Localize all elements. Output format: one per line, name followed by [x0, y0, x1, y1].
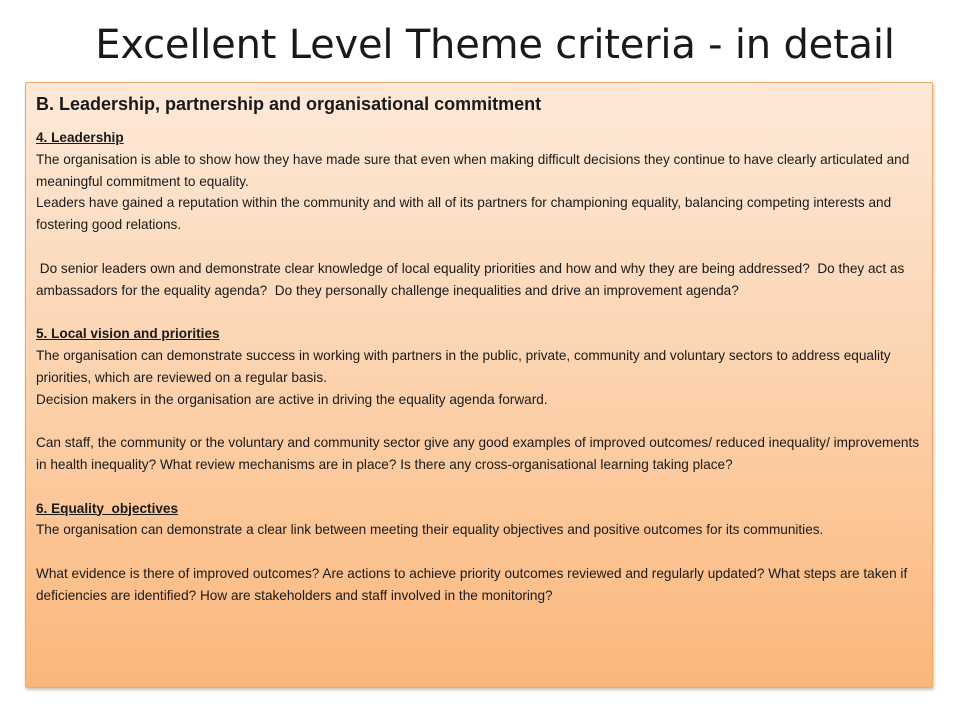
leadership-heading: 4. Leadership — [36, 130, 124, 145]
spacer — [36, 476, 922, 498]
spacer — [36, 410, 922, 432]
section-heading: B. Leadership, partnership and organisational commitment — [36, 94, 542, 114]
content-box — [25, 82, 933, 688]
equality-objectives-heading: 6. Equality objectives — [36, 500, 179, 516]
spacer — [36, 541, 922, 563]
spacer — [36, 236, 922, 258]
leadership-questions: Do senior leaders own and demonstrate clear knowledge of local equality priorities and how and why they are being addressed? Do they act as ambassadors for the equality agenda? Do they personally challenge inequalities and drive an improvement agenda? — [36, 260, 909, 298]
equality-objectives-paragraph: The organisation can demonstrate a clear link between meeting their equality objectives and positive outcomes for its communities. — [36, 522, 824, 538]
leadership-paragraph: Leaders have gained a reputation within the community and with all of its partners for championing equality, balancing competing interests and fostering good relations. — [36, 195, 892, 233]
section-body — [36, 127, 922, 607]
spacer — [36, 301, 922, 323]
slide-title: Excellent Level Theme criteria - in detail — [95, 22, 895, 68]
local-vision-paragraph: The organisation can demonstrate success in working with partners in the public, private, community and voluntary sectors to address equality priorities, which are reviewed on a regular basis. — [36, 347, 891, 385]
local-vision-heading: 5. Local vision and priorities — [36, 326, 220, 342]
equality-objectives-questions: What evidence is there of improved outcomes? Are actions to achieve priority outcomes reviewed and regularly updated? What steps are taken if deficiencies are identified? How are stakeholders and staff involved in the monitoring? — [36, 565, 908, 603]
leadership-paragraph: The organisation is able to show how they have made sure that even when making difficult decisions they continue to have clearly articulated and meaningful commitment to equality. — [36, 151, 910, 189]
local-vision-questions: Can staff, the community or the voluntary and community sector give any good examples of improved outcomes/ reduced inequality/ improvements in health inequality? What review mechanisms are in place? Is there any cross-organisational learning taking place? — [36, 435, 920, 472]
local-vision-paragraph: Decision makers in the organisation are active in driving the equality agenda forward. — [36, 391, 548, 407]
